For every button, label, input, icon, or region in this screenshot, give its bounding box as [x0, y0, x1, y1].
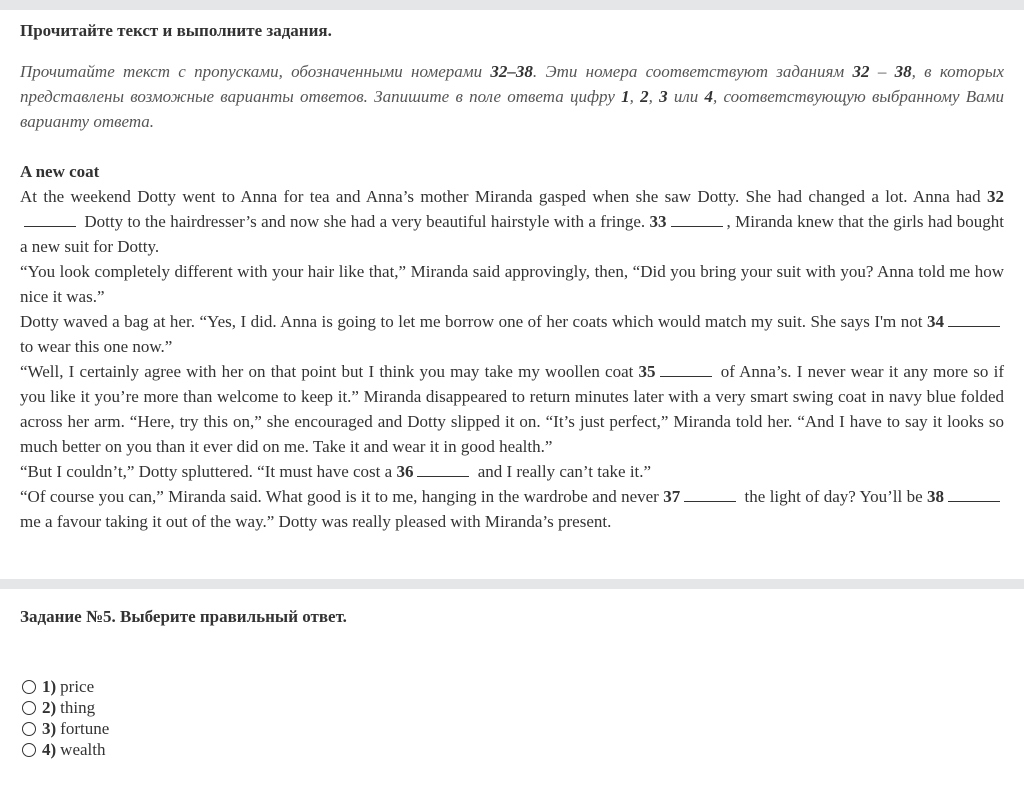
story-text-fragment: of Anna’s. I never wear it any more so if you like it you’re more than welcome to keep it.” Miranda disappeared to return minutes later with a very smart swing coat in navy blue folded across her arm. “Here, try this on,” she encouraged and Dotty slipped it on. “It’s just perfect,” Miranda told her. “And I have to say it looks so much better on you than it ever did on me. Take it and wear it in good health.”	[20, 362, 1004, 456]
story-paragraph	[20, 359, 1004, 459]
option-label: wealth	[60, 739, 106, 759]
story-text-fragment: to wear this one now.”	[20, 337, 173, 356]
gap-blank	[660, 362, 712, 377]
task-instruction	[20, 59, 1004, 134]
answer-option-1[interactable]	[22, 676, 109, 697]
story-text-fragment: me a favour taking it out of the way.” Dotty was really pleased with Miranda’s present.	[20, 512, 612, 531]
task-heading: Прочитайте текст и выполните задания.	[20, 21, 332, 40]
story-text-fragment: and I really can’t take it.”	[473, 462, 652, 481]
gap-blank	[671, 212, 723, 227]
story-text-fragment: “You look completely different with your hair like that,” Miranda said approvingly, then, “Did you bring your suit with you? Anna told me how nice it was.”	[20, 262, 1004, 306]
gap-number: 34	[927, 312, 944, 331]
option-number: 4)	[42, 739, 57, 759]
gap-number: 32	[987, 187, 1004, 206]
top-divider-band	[0, 0, 1024, 10]
instruction-emphasis: 4	[704, 87, 713, 106]
answer-option-4[interactable]	[22, 739, 109, 760]
story-text-fragment: Dotty to the hairdresser’s and now she had a very beautiful hairstyle with a fringe.	[80, 212, 650, 231]
gap-blank	[948, 487, 1000, 502]
instruction-text: или	[667, 87, 705, 106]
instruction-text: . Эти номера соответствуют заданиям	[532, 62, 853, 81]
story-paragraph	[20, 309, 1004, 359]
story-paragraph	[20, 459, 1004, 484]
option-number: 3)	[42, 718, 57, 738]
story-text-fragment: Dotty waved a bag at her. “Yes, I did. Anna is going to let me borrow one of her coats which would match my suit. She says I'm not	[20, 312, 927, 331]
reading-task-card	[20, 20, 1004, 534]
instruction-emphasis: 1	[621, 87, 630, 106]
story-paragraph	[20, 259, 1004, 309]
gap-number: 38	[927, 487, 944, 506]
instruction-emphasis: 32	[852, 62, 870, 81]
story-text-fragment: “Of course you can,” Miranda said. What good is it to me, hanging in the wardrobe and never	[20, 487, 664, 506]
section-divider-band	[0, 579, 1024, 589]
question-heading: Задание №5. Выберите правильный ответ.	[20, 607, 347, 626]
story-text-fragment: “But I couldn’t,” Dotty spluttered. “It must have cost a	[20, 462, 397, 481]
answer-options	[22, 676, 109, 760]
story-text-fragment: At the weekend Dotty went to Anna for tea and Anna’s mother Miranda gasped when she saw Dotty. She had changed a lot. Anna had	[20, 187, 987, 206]
story-text-fragment: the light of day? You’ll be	[740, 487, 927, 506]
radio-button[interactable]	[22, 722, 36, 736]
instruction-text: ,	[629, 87, 641, 106]
instruction-emphasis: 2	[640, 87, 649, 106]
option-label: price	[60, 676, 95, 696]
answer-option-2[interactable]	[22, 697, 109, 718]
story-title: A new coat	[20, 162, 100, 181]
radio-button[interactable]	[22, 743, 36, 757]
instruction-emphasis: 32–38	[490, 62, 533, 81]
gap-blank	[417, 462, 469, 477]
gap-blank	[24, 212, 76, 227]
instruction-text: ,	[648, 87, 660, 106]
gap-number: 35	[638, 362, 656, 381]
instruction-emphasis: 3	[659, 87, 668, 106]
gap-number: 37	[663, 487, 681, 506]
story-text-fragment: , Miranda knew that the girls had bought a new suit for Dotty.	[20, 212, 1004, 256]
option-number: 2)	[42, 697, 57, 717]
gap-number: 36	[396, 462, 414, 481]
gap-number: 33	[649, 212, 667, 231]
option-label: fortune	[60, 718, 110, 738]
gap-blank	[948, 312, 1000, 327]
instruction-text: –	[869, 62, 895, 81]
story-paragraph	[20, 484, 1004, 534]
gap-blank	[684, 487, 736, 502]
radio-button[interactable]	[22, 680, 36, 694]
instruction-text: Прочитайте текст с пропусками, обозначенными номерами	[20, 62, 491, 81]
instruction-text: , в которых представлены возможные варианты ответов. Запишите в поле ответа цифру	[20, 62, 1004, 106]
question-card	[20, 606, 1004, 627]
instruction-emphasis: 38	[894, 62, 912, 81]
story-paragraph	[20, 184, 1004, 259]
radio-button[interactable]	[22, 701, 36, 715]
story-text	[20, 159, 1004, 534]
answer-option-3[interactable]	[22, 718, 109, 739]
option-label: thing	[60, 697, 96, 717]
story-text-fragment: “Well, I certainly agree with her on that point but I think you may take my woollen coat	[20, 362, 639, 381]
option-number: 1)	[42, 676, 57, 696]
instruction-text: , соответствующую выбранному Вами варианту ответа.	[20, 87, 1005, 131]
